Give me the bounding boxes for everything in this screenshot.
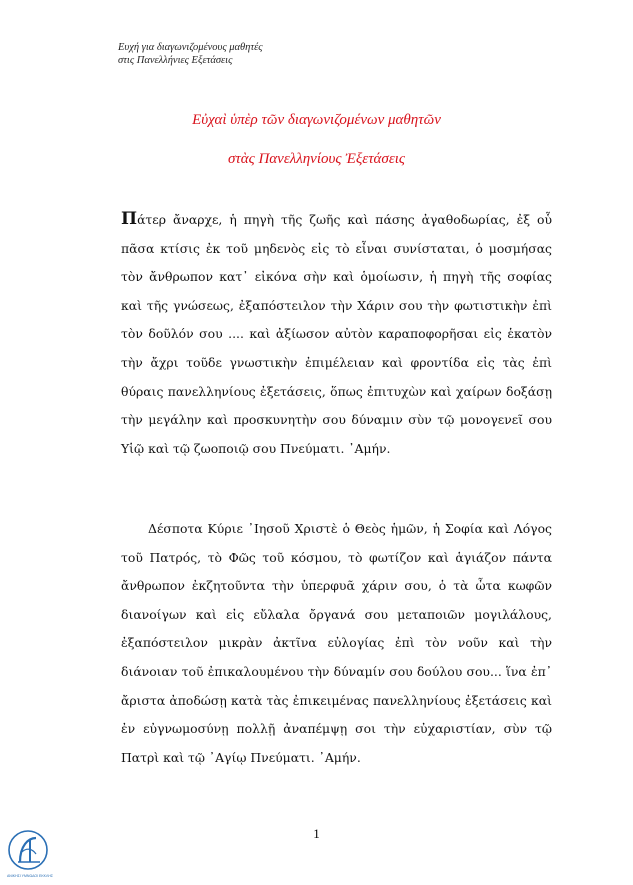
prayer-paragraph-2: Δέσποτα Κύριε ᾿Ιησοῦ Χριστὲ ὁ Θεὸς ἡμῶν, ἡ Σοφία καὶ Λόγος τοῦ Πατρός, τὸ Φῶς τοῦ κόσμου, τὸ φωτίζον καὶ ἁγιάζον πάντα ἄνθρωπον ἐκζητοῦντα τὴν ὑπερφυᾶ χάριν σου, ὁ τὰ ὦτα κωφῶν διανοίγων καὶ εἰς εὔλαλα ὄργανά σου μεταποιῶν μογιλάλους, ἐξαπόστειλον μικρὰν ἀκτῖνα εὐλογίας ἐπὶ τὸν νοῦν καὶ τὴν διάνοιαν τοῦ ἐπικαλουμένου τὴν δύναμίν σου δούλου σου... ἵνα ἐπ᾽ ἄριστα ἀποδώσῃ κατὰ τὰς ἐπικειμένας πανελληνίους ἐξετάσεις καὶ ἐν εὐγνωμοσύνῃ πολλῇ ἀναπέμψῃ σοι τὴν εὐχαριστίαν, σὺν τῷ Πατρὶ καὶ τῷ ᾿Αγίῳ Πνεύματι. ᾿Αμήν.: [121, 521, 552, 765]
running-header: [118, 41, 263, 67]
paragraph-1-text: άτερ ἄναρχε, ἡ πηγὴ τῆς ζωῆς καὶ πάσης ἀγαθοδωρίας, ἐξ οὗ πᾶσα κτίσις ἐκ τοῦ μηδενὸς εἰς τὸ εἶναι συνίσταται, ὁ μοσμήσας τὸν ἄνθρωπον κατ᾽ εἰκόνα σὴν καὶ ὁμοίωσιν, ἡ πηγὴ τῆς σοφίας καὶ τῆς γνώσεως, ἐξαπόστειλον τὴν Χάριν σου τὴν φωτιστικὴν ἐπὶ τὸν δοῦλόν σου .... καὶ ἀξίωσον αὐτὸν καραποφορῆσαι εἰς ἑκατὸν τὴν ἄχρι τοῦδε γνωστικὴν ἐπιμέλειαν καὶ φροντίδα εἰς τὰς ἐπὶ θύραις πανελληνίους ἐξετάσεις, ὅπως ἐπιτυχὼν καὶ χαίρων δοξάσῃ τὴν μεγάλην καὶ προσκυνητὴν σου δύναμιν σὺν τῷ μονογενεῖ σου Υἱῷ καὶ τῷ ζωοποιῷ σου Πνεύματι. ᾿Αμήν.: [121, 212, 552, 456]
page-number: 1: [313, 826, 320, 841]
document-title-line-1: Εὐχαὶ ὑπὲρ τῶν διαγωνιζομένων μαθητῶν: [192, 112, 441, 128]
document-title-line-2: στὰς Πανελληνίους Ἐξετάσεις: [228, 151, 405, 167]
prayer-paragraph-1: [121, 205, 552, 463]
header-line-1: Ευχή για διαγωνιζομένους μαθητές: [118, 42, 263, 53]
drop-cap: Π: [121, 209, 138, 229]
logo-caption: ΑΝΙΚΗΣΙ ΥΜΝΩΔΟΙ ΕΚΚΛΗΣ: [6, 874, 54, 878]
header-line-2: στις Πανελλήνιες Εξετάσεις: [118, 55, 233, 66]
